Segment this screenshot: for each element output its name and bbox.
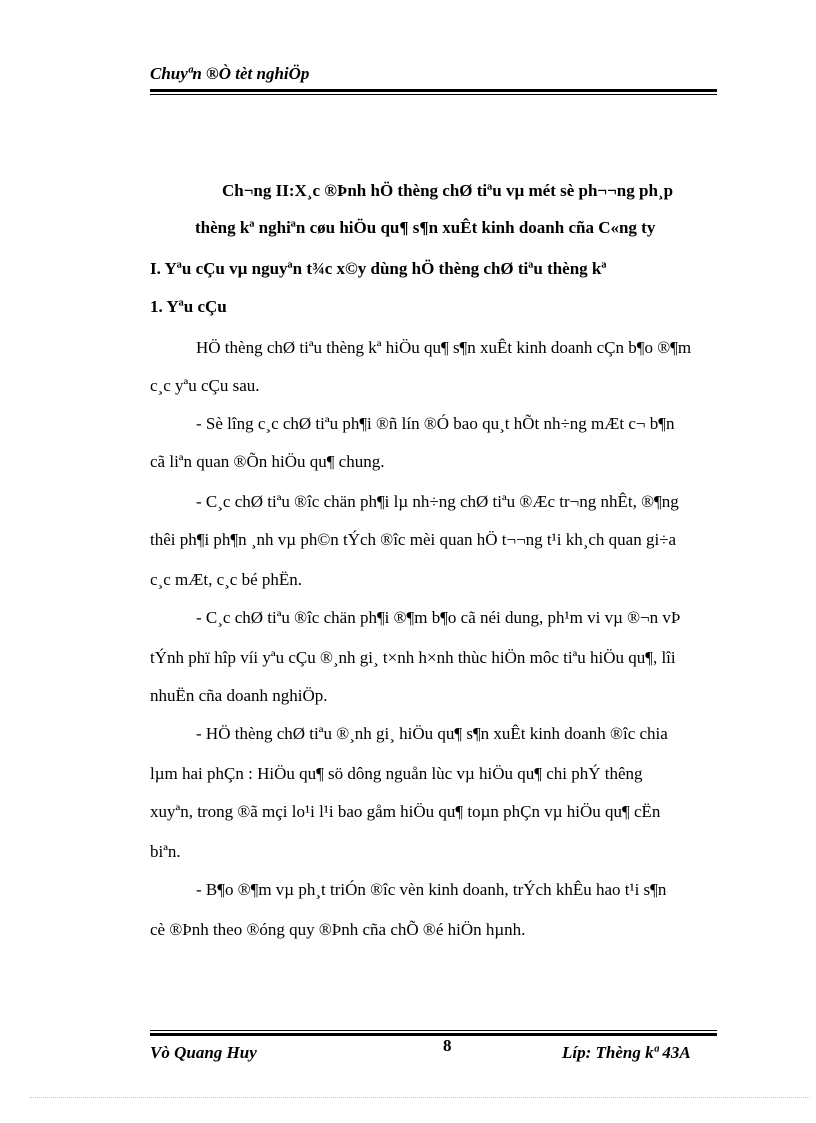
paragraph-line: thêi ph¶i ph¶n ¸nh vµ ph©n tÝch ®îc mèi quan hÖ t¬¬ng t¹i kh¸ch quan gi÷a [150, 530, 677, 549]
paragraph-line: cè ®Þnh theo ®óng quy ®Þnh cña chÕ ®é hiÖn hµnh. [150, 920, 526, 939]
paragraph-line: - C¸c chØ tiªu ®îc chän ph¶i lµ nh÷ng chØ tiªu ®Æc tr¬ng nhÊt, ®¶ng [196, 492, 679, 511]
page-edge-divider [30, 1097, 810, 1098]
footer-class: Líp: Thèng kª 43A [562, 1043, 691, 1062]
paragraph-line: cã liªn quan ®Õn hiÖu qu¶ chung. [150, 452, 385, 471]
subsection-heading: 1. Yªu cÇu [150, 297, 227, 316]
paragraph-line: biªn. [150, 842, 181, 861]
paragraph-line: - B¶o ®¶m vµ ph¸t triÓn ®îc vèn kinh doanh, trÝch khÊu hao t¹i s¶n [196, 880, 667, 899]
footer-rule-thick [150, 1033, 717, 1036]
paragraph-line: HÖ thèng chØ tiªu thèng kª hiÖu qu¶ s¶n xuÊt kinh doanh cÇn b¶o ®¶m [196, 338, 692, 357]
page-number: 8 [443, 1036, 452, 1055]
paragraph-line: - HÖ thèng chØ tiªu ®¸nh gi¸ hiÖu qu¶ s¶n xuÊt kinh doanh ®îc chia [196, 724, 668, 743]
footer-author: Vò Quang Huy [150, 1043, 257, 1062]
section-heading: I. Yªu cÇu vµ nguyªn t¾c x©y dùng hÖ thèng chØ tiªu thèng kª [150, 259, 607, 278]
chapter-title-line-1: Ch¬ng II:X¸c ®Þnh hÖ thèng chØ tiªu vµ mét sè ph¬¬ng ph¸p [222, 181, 674, 200]
header-rule-thick [150, 89, 717, 92]
header-rule-thin [150, 94, 717, 95]
chapter-title-line-2: thèng kª nghiªn cøu hiÖu qu¶ s¶n xuÊt kinh doanh cña C«ng ty [195, 218, 656, 237]
paragraph-line: tÝnh phï hîp víi yªu cÇu ®¸nh gi¸ t×nh h×nh thùc hiÖn môc tiªu hiÖu qu¶, lîi [150, 648, 676, 667]
paragraph-line: c¸c mÆt, c¸c bé phËn. [150, 570, 302, 589]
paragraph-line: - C¸c chØ tiªu ®îc chän ph¶i ®¶m b¶o cã néi dung, ph¹m vi vµ ®¬n vÞ [196, 608, 681, 627]
header-title: Chuyªn ®Ò tèt nghiÖp [150, 64, 310, 83]
paragraph-line: lµm hai phÇn : HiÖu qu¶ sö dông nguån lùc vµ hiÖu qu¶ chi phÝ thêng [150, 764, 643, 783]
paragraph-line: - Sè lîng c¸c chØ tiªu ph¶i ®ñ lín ®Ó bao qu¸t hÕt nh÷ng mÆt c¬ b¶n [196, 414, 675, 433]
paragraph-line: c¸c yªu cÇu sau. [150, 376, 260, 395]
paragraph-line: xuyªn, trong ®ã mçi lo¹i l¹i bao gåm hiÖu qu¶ toµn phÇn vµ hiÖu qu¶ cËn [150, 802, 661, 821]
footer-rule-thin [150, 1030, 717, 1031]
paragraph-line: nhuËn cña doanh nghiÖp. [150, 686, 328, 705]
